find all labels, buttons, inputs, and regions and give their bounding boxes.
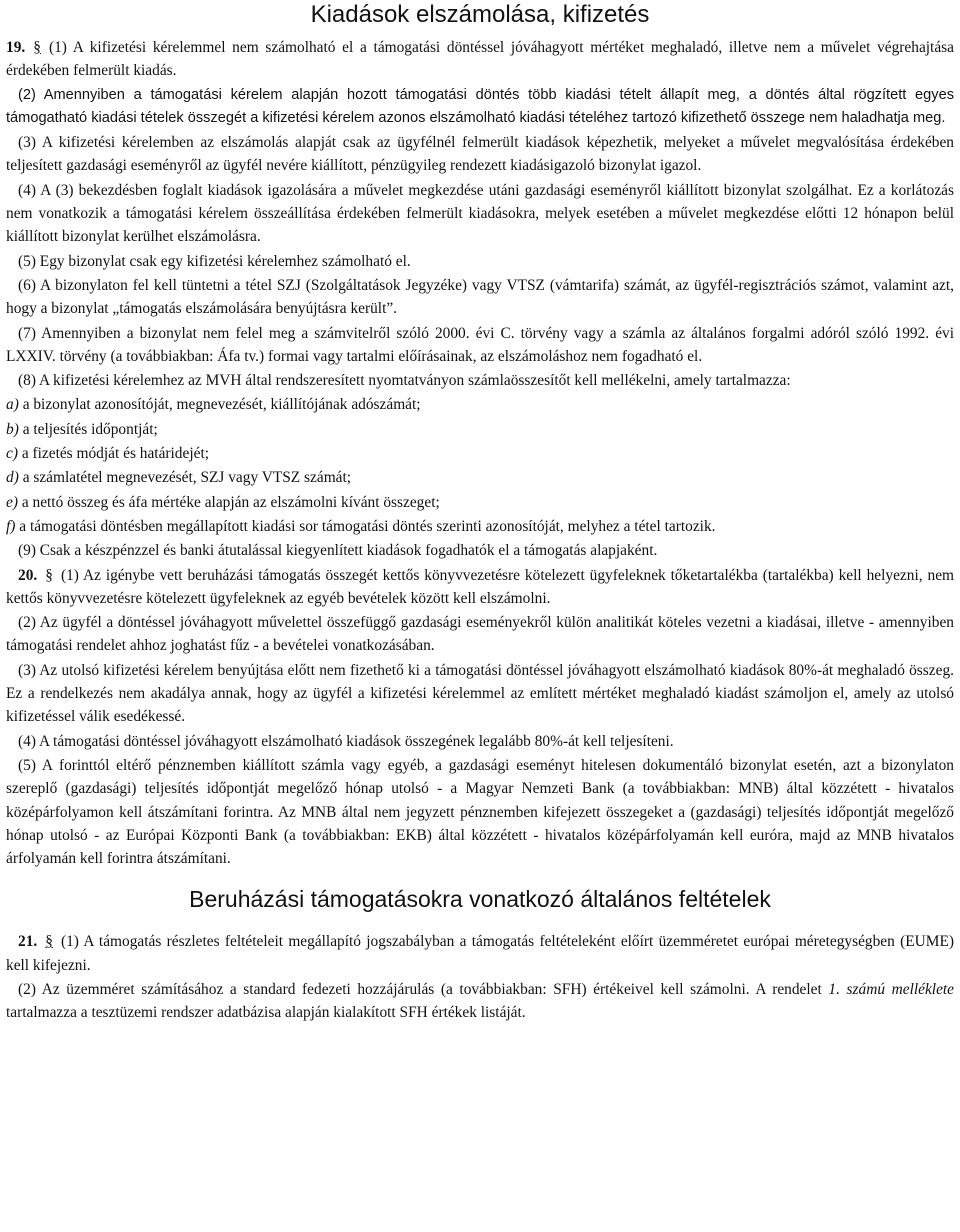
- s19-paragraph-3: (3) A kifizetési kérelemben az elszámolás alapját csak az ügyfélnél felmerült kiadások képezhetik, melyeket a művelet megvalósítása érdekében teljesített gazdasági eseményről az ügyfél nevére kiállított, pénzügyileg rendezett kiadásigazoló bizonylat igazol.: [6, 134, 954, 175]
- s19-paragraph-5: (5) Egy bizonylat csak egy kifizetési kérelemhez számolható el.: [18, 252, 411, 270]
- annex-reference: 1. számú melléklete: [828, 980, 955, 998]
- list-item: c) a fizetés módját és határidejét;: [6, 445, 209, 463]
- s19-paragraph-1: 19. § (1) A kifizetési kérelemmel nem számolható el a támogatási döntéssel jóváhagyott mértéket meghaladó, illetve nem a művelet végrehajtása érdekében felmerült kiadás.: [6, 39, 954, 80]
- s19-paragraph-8: (8) A kifizetési kérelemhez az MVH által rendszeresített nyomtatványon számlaösszesítőt kell mellékelni, amely tartalmazza:: [18, 372, 791, 390]
- s21-paragraph-2: (2) Az üzemméret számításához a standard fedezeti hozzájárulás (a továbbiakban: SFH) értékeivel kell számolni. A rendelet 1. számú melléklete tartalmazza a tesztüzemi rendszer adatbázisa alapján kialakított SFH értékek listáját.: [6, 980, 955, 1022]
- paragraph-sign: §: [45, 933, 53, 951]
- list-item: a) a bizonylat azonosítóját, megnevezését, kiállítójának adószámát;: [6, 396, 421, 414]
- section-number: 19.: [6, 39, 26, 56]
- s20-paragraph-1: 20. § (1) Az igénybe vett beruházási támogatás összegét kettős könyvvezetésre kötelezett ügyfeleknek tőketartalékba (tartalékba) kell helyezni, nem kettős könyvvezetésre kötelezett ügyfeleknek az egyéb bevételek között kell elszámolni.: [6, 566, 954, 607]
- s21-paragraph-1: 21. § (1) A támogatás részletes feltételeit megállapító jogszabályban a támogatás feltételeként előírt üzemméretet európai méretegységben (EUME) kell kifejezni.: [6, 933, 954, 974]
- s20-paragraph-2: (2) Az ügyfél a döntéssel jóváhagyott művelettel összefüggő gazdasági eseményekről külön analitikát köteles vezetni a kiadásai, illetve - amennyiben támogatási rendelet ahhoz joghatást fűz - a bevételei vonatkozásában.: [6, 614, 954, 655]
- paragraph-sign: §: [45, 566, 53, 584]
- list-item: b) a teljesítés időpontját;: [6, 420, 158, 438]
- paragraph-sign: §: [33, 39, 41, 56]
- section-heading: Beruházási támogatásokra vonatkozó általános feltételek: [189, 886, 771, 913]
- section-number: 20.: [18, 566, 38, 584]
- s19-paragraph-2: (2) Amennyiben a támogatási kérelem alapján hozott támogatási döntés több kiadási tételt állapít meg, a döntés által rögzített egyes támogatható kiadási tételek összegét a kifizetési kérelem azonos elszámolható kiadási tételéhez tartozó kifizethető összege nem haladhatja meg.: [6, 86, 954, 126]
- s20-paragraph-3: (3) Az utolsó kifizetési kérelem benyújtása előtt nem fizethető ki a támogatási döntéssel jóváhagyott elszámolható kiadások 80%-át meghaladó összeg. Ez a rendelkezés nem akadálya annak, hogy az ügyfél a kifizetési kérelemmel az említett mértéket meghaladó kiadást számoljon el, amely az utolsó kifizetéssel válik esedékessé.: [6, 661, 954, 726]
- s19-paragraph-7: (7) Amennyiben a bizonylat nem felel meg a számvitelről szóló 2000. évi C. törvény vagy a számla az általános forgalmi adóról szóló 1992. évi LXXIV. törvény (a továbbiakban: Áfa tv.) formai vagy tartalmi előírásainak, az elszámoláshoz nem fogadható el.: [6, 324, 954, 365]
- section-number: 21.: [18, 933, 38, 951]
- s20-paragraph-5: (5) A forinttól eltérő pénznemben kiállított számla vagy egyéb, a gazdasági eseményt hitelesen dokumentáló bizonylat esetén, azt a bizonylaton szereplő (gazdasági) teljesítés időpontját megelőző hónap utolsó - a Magyar Nemzeti Bank (a továbbiakban: MNB) által közzétett - hivatalos középárfolyamon kell átszámítani forintra. Az MNB által nem jegyzett pénznemben kifejezett összegeket a (gazdasági) teljesítés időpontját megelőző hónap utolsó - az Európai Központi Bank (a továbbiakban: EKB) által közzétett - hivatalos középárfolyamán kell euróra, majd az MNB hivatalos árfolyamán kell forintra átszámítani.: [6, 756, 954, 868]
- list-item: d) a számlatétel megnevezését, SZJ vagy VTSZ számát;: [6, 469, 352, 487]
- s19-paragraph-6: (6) A bizonylaton fel kell tüntetni a tétel SZJ (Szolgáltatások Jegyzéke) vagy VTSZ (vámtarifa) számát, az ügyfél-regisztrációs számot, valamint azt, hogy a bizonylat „támogatás elszámolására benyújtásra került”.: [6, 276, 954, 318]
- s19-paragraph-9: (9) Csak a készpénzzel és banki átutalással kiegyenlített kiadások fogadhatók el a támogatás alapjaként.: [18, 542, 658, 560]
- section-title: Kiadások elszámolása, kifizetés: [310, 1, 650, 28]
- s20-paragraph-4: (4) A támogatási döntéssel jóváhagyott elszámolható kiadások összegének legalább 80%-át kell teljesíteni.: [18, 732, 674, 750]
- list-item: e) a nettó összeg és áfa mértéke alapján az elszámolni kívánt összeget;: [6, 493, 440, 511]
- list-item: f) a támogatási döntésben megállapított kiadási sor támogatási döntés szerinti azonosítóját, melyhez a tétel tartozik.: [6, 517, 716, 535]
- s19-paragraph-4: (4) A (3) bekezdésben foglalt kiadások igazolására a művelet megkezdése utáni gazdasági eseményről kiállított bizonylat szolgálhat. Ez a korlátozás nem vonatkozik a támogatási kérelem összeállítása érdekében felmerült kiadásokra, melyek esetében a művelet megkezdése előtti 12 hónapon belül kiállított bizonylat kerülhet elszámolásra.: [6, 181, 954, 246]
